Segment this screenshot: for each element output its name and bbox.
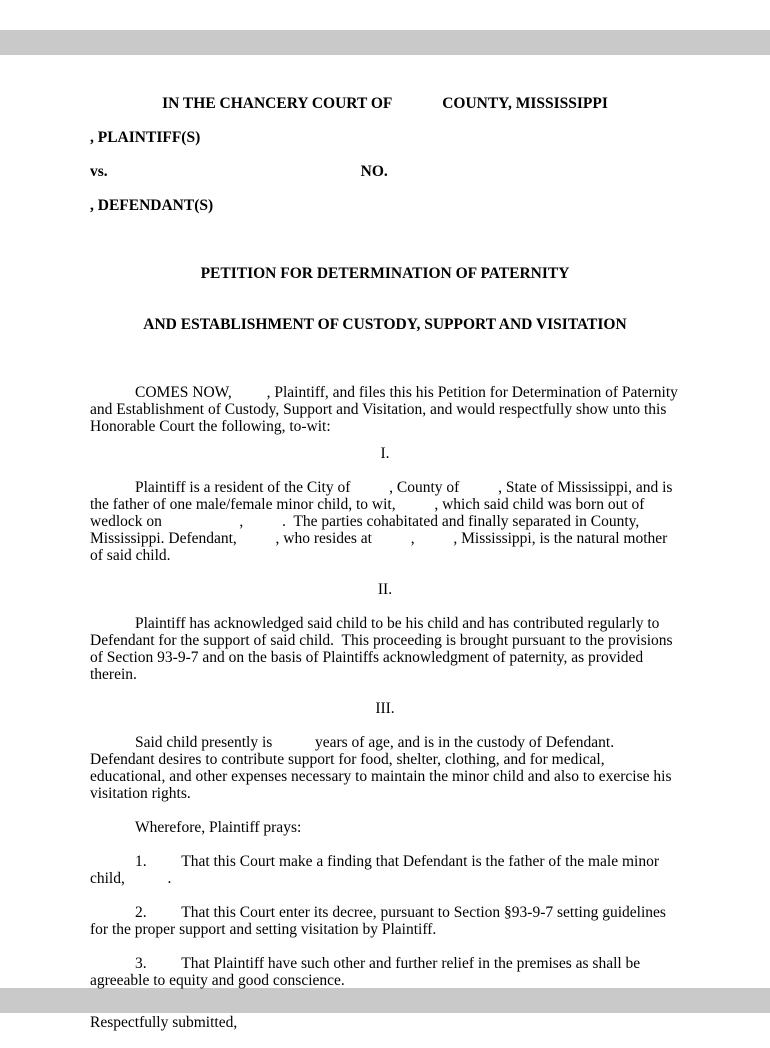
document-title-line1: PETITION FOR DETERMINATION OF PATERNITY (200, 265, 570, 282)
document-title (90, 231, 680, 367)
document-page (90, 95, 680, 1048)
page-edge-strip-top (0, 30, 770, 55)
section3-numeral: III. (375, 700, 395, 717)
court-heading: IN THE CHANCERY COURT OF COUNTY, MISSISSIPPI (162, 95, 608, 112)
case-no-label: NO. (360, 163, 388, 180)
section2-numeral: II. (377, 581, 393, 598)
vs-label: vs. (90, 163, 108, 180)
prayer-item-1: 1. That this Court make a finding that Defendant is the father of the male minor child, . (90, 853, 663, 887)
section2-paragraph: Plaintiff has acknowledged said child to be his child and has contributed regularly to Defendant for the support of said child. This proceeding is brought pursuant to the provisions of Section 93-9-7 and on the basis of Plaintiffs acknowledgment of paternity, as provided therein. (90, 615, 677, 683)
opening-paragraph: COMES NOW, , Plaintiff, and files this his Petition for Determination of Paternity and Establishment of Custody, Support and Visitation, and would respectfully show unto this Honorable Court the following, to-wit: (90, 384, 682, 435)
section1-paragraph: Plaintiff is a resident of the City of , County of , State of Mississippi, and is the father of one male/female minor child, to wit, , which said child was born out of wedlock on , . The parties cohabitated and finally separated in County, Mississippi. Defendant, , who resides at , , Mississippi, is the natural mother of said child. (90, 479, 677, 564)
wherefore-line: Wherefore, Plaintiff prays: (135, 819, 302, 836)
prayer-item-3: 3. That Plaintiff have such other and further relief in the premises as shall be agreeable to equity and good conscience. (90, 955, 645, 989)
closing-line: Respectfully submitted, (90, 1014, 238, 1031)
section3-paragraph: Said child presently is years of age, and is in the custody of Defendant. Defendant desires to contribute support for food, shelter, clothing, and for medical, educational, and other expenses necessary to maintain the minor child and also to exercise his visitation rights. (90, 734, 676, 802)
vs-no-line (90, 163, 680, 180)
section1-numeral: I. (380, 445, 390, 462)
prayer-item-2: 2. That this Court enter its decree, pursuant to Section §93-9-7 setting guidelines for the proper support and setting visitation by Plaintiff. (90, 904, 670, 938)
document-title-line2: AND ESTABLISHMENT OF CUSTODY, SUPPORT AND VISITATION (143, 316, 627, 333)
defendant-caption: , DEFENDANT(S) (90, 197, 214, 214)
plaintiff-caption: , PLAINTIFF(S) (90, 129, 201, 146)
